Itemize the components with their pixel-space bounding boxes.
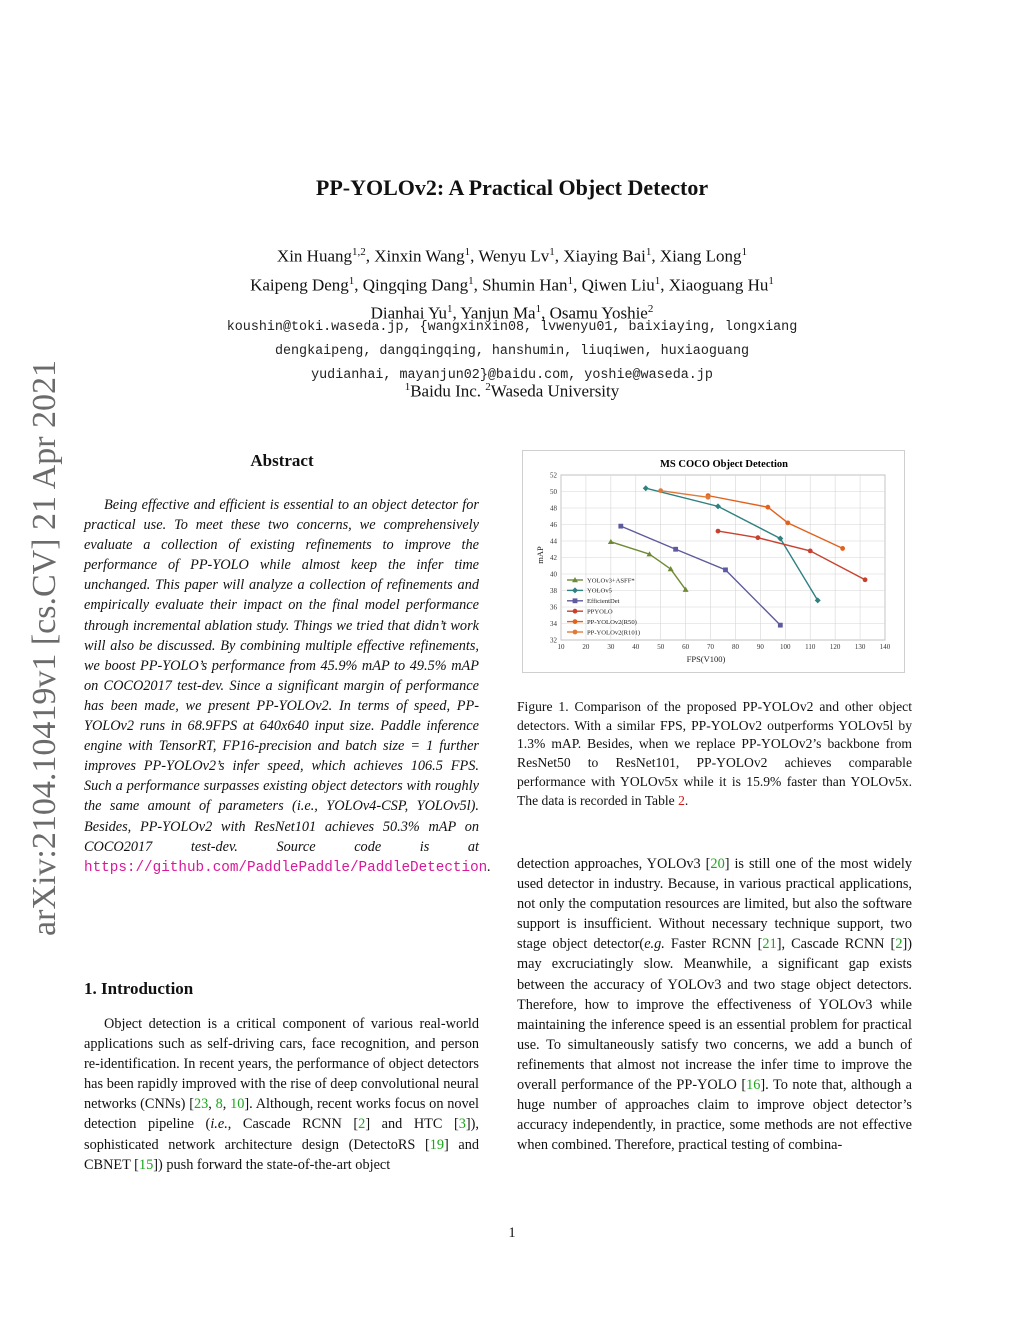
intro-text: ]. Although, recent works focus on novel detection pipeline (: [84, 1096, 479, 1133]
legend-entry: YOLOv3+ASFF*: [587, 577, 635, 585]
abstract-body-text: Being effective and efficient is essential to an object detector for practical use. To meet these two concerns, we comprehensively evaluate a collection of existing refinements to improve the performance of PP-YOLO while almost keep the infer time unchanged. This paper will analyze a collection of refinements and empirically evaluate their impact on the final model performance through incremental ablation study. Things we tried that didn’t work will also be discussed. By combining multiple effective refinements, we boost PP-YOLO’s performance from 45.9% mAP to 49.5% mAP on COCO2017 test-dev. Since a significant margin of performance has been made, we present PP-YOLOv2. In terms of speed, PP-YOLOv2 runs in 68.9FPS at 640x640 input size. Paddle inference engine with TensorRT, FP16-precision and batch size = 1 further improves PP-YOLOv2’s infer speed, which achieves 106.5 FPS. Such a performance surpasses existing object detectors with roughly the same amount of parameters (i.e., YOLOv4-CSP, YOLOv5l). Besides, PP-YOLOv2 with ResNet101 achieves 50.3% mAP on COCO2017 test-dev. Source code is at: [84, 497, 479, 855]
data-point-marker: [573, 630, 578, 635]
data-point-marker: [863, 577, 868, 582]
affiliation-marker: 2: [485, 381, 491, 393]
citation-link[interactable]: 3: [458, 1116, 466, 1133]
author-name: Xin Huang: [276, 246, 352, 266]
affiliation-marker: 1: [404, 381, 411, 393]
data-point-marker: [618, 524, 623, 529]
author-affiliation-marker: 1,2: [352, 246, 366, 258]
citation-link[interactable]: 16: [746, 1077, 761, 1094]
body-text: ], Cascade RCNN [: [776, 936, 896, 953]
citation-link[interactable]: 2: [895, 936, 903, 953]
author-line: Kaipeng Deng$^1$, Qingqing Dang$^1$, Shumin Han$^1$, Qiwen Liu$^1$, Xiaoguang Hu$^1$: [250, 274, 774, 295]
intro-text: ,: [222, 1096, 231, 1113]
citation-link[interactable]: 19: [429, 1136, 444, 1153]
author-name: Yanjun Ma: [460, 303, 536, 323]
y-tick-label: 40: [550, 570, 557, 579]
x-tick-label: 40: [632, 643, 640, 651]
author-affiliation-marker: 1: [741, 246, 748, 258]
y-tick-label: 52: [550, 471, 557, 480]
body-text: ]. To note that, although a huge number of approaches claim to improve object detector’s accuracy independently, in practice, some methods are not effective when combined. Therefore, practical testing of combina-: [517, 1077, 912, 1154]
y-tick-label: 48: [550, 504, 557, 513]
data-point-marker: [716, 529, 721, 534]
citation-link[interactable]: 10: [230, 1096, 245, 1113]
author-line: Dianhai Yu$^1$, Yanjun Ma$^1$, Osamu Yoshie$^2$: [370, 303, 654, 323]
email-line: dengkaipeng, dangqingqing, hanshumin, liuqiwen, huxiaoguang: [274, 344, 750, 359]
body-text: detection approaches, YOLOv3 [: [517, 856, 711, 872]
legend-entry: PP-YOLOv2(R101): [587, 629, 641, 637]
author-name: Qiwen Liu: [581, 275, 655, 295]
citation-link[interactable]: 23: [193, 1096, 209, 1113]
x-tick-label: 130: [854, 643, 866, 651]
email-line: koushin@toki.waseda.jp, {wangxinxin08, lvwenyu01, baixiaying, longxiang: [226, 320, 798, 335]
introduction-paragraph: [84, 1014, 479, 1175]
author-line: Xin Huang$^{1,2}$, Xinxin Wang$^1$, Wenyu Lv$^1$, Xiaying Bai$^1$, Xiang Long$^1$: [276, 246, 748, 266]
intro-text: Object detection is a critical component of various real-world applications such as self-driving cars, face recognition, and person re-identification. In recent years, the performance of object detectors has been rapidly improved with the rise of deep convolutional neural networks (CNNs) [: [84, 1016, 479, 1113]
author-affiliation-marker: 1: [567, 274, 574, 287]
x-tick-label: 70: [707, 643, 715, 651]
y-tick-label: 50: [550, 487, 557, 496]
x-tick-label: 90: [756, 643, 764, 651]
intro-italic: i.e.: [210, 1116, 228, 1133]
x-tick-label: 110: [805, 643, 816, 651]
legend-entry: PPYOLO: [587, 608, 613, 616]
abstract-heading: Abstract: [250, 451, 314, 470]
email-line: yudianhai, mayanjun02}@baidu.com, yoshie@waseda.jp: [311, 368, 713, 383]
author-affiliation-marker: 1: [446, 303, 453, 316]
abstract-end: .: [487, 858, 491, 875]
caption-end: .: [684, 792, 689, 808]
author-name: Xiaoguang Hu: [668, 275, 769, 295]
data-point-marker: [840, 546, 845, 551]
data-point-marker: [573, 609, 578, 614]
mscoco-chart-svg: [523, 451, 904, 672]
y-tick-label: 42: [550, 553, 557, 562]
body-text: ]) may excruciatingly slow. Meanwhile, a significant gap exists between the accuracy of YOLOv3 and two stage object detectors. Therefore, how to improve the effectiveness of YOLOv3 while maintaining the inference speed is an essential problem for practical use. To simultaneously satisfy two concerns, we add a bunch of refinements that almost not increase the infer time to improve the overall performance of the PP-YOLO [: [517, 936, 912, 1094]
x-tick-label: 20: [582, 643, 590, 651]
author-affiliation-marker: 1: [535, 303, 542, 316]
caption-text: Figure 1. Comparison of the proposed PP-YOLOv2 and other object detectors. With a similar FPS, PP-YOLOv2 outperforms YOLOv5l by 1.3% mAP. Besides, when we replace PP-YOLOv2’s backbone from ResNet50 to ResNet101, PP-YOLOv2 achieves comparable performance with YOLOv5x while it is 15.9% faster than YOLOv5x. The data is recorded in Table: [517, 699, 912, 808]
intro-text: , Cascade RCNN [: [227, 1116, 359, 1133]
author-affiliation-marker: 1: [468, 274, 474, 287]
author-affiliation-marker: 1: [549, 246, 555, 258]
intro-text: ]), sophisticated network architecture design (DetectoRS [: [84, 1116, 479, 1153]
affiliation-baidu: Baidu Inc.: [410, 381, 482, 401]
legend-entry: YOLOv5: [587, 587, 612, 595]
y-tick-label: 44: [550, 537, 557, 546]
author-name: Xiaying Bai: [563, 246, 646, 266]
citation-link[interactable]: 15: [138, 1156, 154, 1173]
x-tick-label: 100: [780, 643, 791, 651]
legend-entry: EfficientDet: [587, 598, 620, 606]
figure-1-caption: [517, 698, 912, 810]
figure-1-chart: [522, 450, 905, 673]
data-point-marker: [573, 619, 578, 624]
author-affiliation-marker: 1: [464, 246, 471, 258]
y-tick-label: 46: [550, 520, 557, 529]
data-point-marker: [755, 535, 760, 540]
x-tick-label: 120: [829, 643, 841, 651]
author-affiliation-marker: 1: [645, 246, 652, 258]
data-point-marker: [673, 547, 678, 552]
right-column-paragraph: [517, 854, 912, 1155]
x-tick-label: 140: [879, 643, 891, 651]
author-list: [0, 240, 1024, 326]
chart-x-axis-label: FPS(V100): [686, 654, 726, 664]
arxiv-identifier-stamp: arXiv:2104.10419v1 [cs.CV] 21 Apr 2021: [26, 359, 63, 937]
citation-link[interactable]: 20: [710, 856, 725, 872]
body-text: ] is still one of the most widely used detector in industry. Because, in various practical applications, not only the computation resources are limited, but also the software support is insufficient. Without necessary technique support, two stage object detector(: [517, 856, 912, 953]
affiliation-waseda: Waseda University: [490, 381, 620, 401]
y-tick-label: 34: [550, 619, 557, 628]
intro-text: ] and HTC [: [365, 1116, 459, 1133]
author-name: Kaipeng Deng: [250, 275, 349, 295]
affiliations: [0, 381, 1024, 402]
author-name: Shumin Han: [482, 275, 568, 295]
page-number: 1: [508, 1225, 516, 1241]
author-name: Osamu Yoshie: [549, 303, 648, 323]
citation-link[interactable]: 21: [762, 936, 777, 953]
data-point-marker: [808, 549, 813, 554]
chart-y-axis-label: mAP: [535, 546, 545, 564]
author-emails: [0, 316, 1024, 388]
x-tick-label: 30: [607, 643, 615, 651]
author-affiliation-marker: 1: [348, 274, 355, 287]
author-affiliation-marker: 1: [768, 274, 774, 287]
author-name: Dianhai Yu: [370, 303, 447, 323]
author-name: Wenyu Lv: [478, 246, 550, 266]
x-tick-label: 60: [682, 643, 690, 651]
data-point-marker: [778, 623, 783, 628]
data-point-marker: [658, 488, 663, 493]
author-name: Xinxin Wang: [374, 246, 465, 266]
intro-text: ,: [208, 1096, 216, 1113]
y-tick-label: 36: [550, 603, 557, 612]
body-text: Faster RCNN [: [664, 936, 763, 953]
introduction-heading: 1. Introduction: [84, 979, 194, 998]
data-point-marker: [723, 567, 728, 572]
citation-link[interactable]: 2: [358, 1116, 366, 1133]
paper-title: PP-YOLOv2: A Practical Object Detector: [315, 175, 709, 200]
data-point-marker: [785, 520, 790, 525]
data-point-marker: [765, 505, 770, 510]
table-reference-link[interactable]: 2: [678, 792, 685, 808]
x-tick-label: 50: [657, 643, 665, 651]
chart-title: MS COCO Object Detection: [659, 459, 789, 470]
data-point-marker: [706, 495, 711, 500]
source-code-link[interactable]: https://github.com/PaddlePaddle/PaddleDetection: [84, 859, 488, 876]
data-point-marker: [573, 598, 578, 603]
author-affiliation-marker: 1: [654, 274, 661, 287]
author-name: Xiang Long: [659, 246, 742, 266]
author-affiliation-marker: 2: [647, 303, 654, 316]
citation-link[interactable]: 8: [215, 1096, 223, 1113]
x-tick-label: 10: [557, 643, 565, 651]
legend-entry: PP-YOLOv2(R50): [587, 618, 637, 626]
intro-text: ] and CBNET [: [84, 1136, 479, 1173]
x-tick-label: 80: [731, 643, 739, 651]
abstract-text: [84, 495, 491, 878]
y-tick-label: 32: [550, 636, 557, 645]
y-tick-label: 38: [550, 586, 557, 595]
author-name: Qingqing Dang: [362, 275, 469, 295]
intro-text: ]) push forward the state-of-the-art object: [153, 1156, 391, 1173]
body-italic: e.g.: [644, 936, 665, 953]
